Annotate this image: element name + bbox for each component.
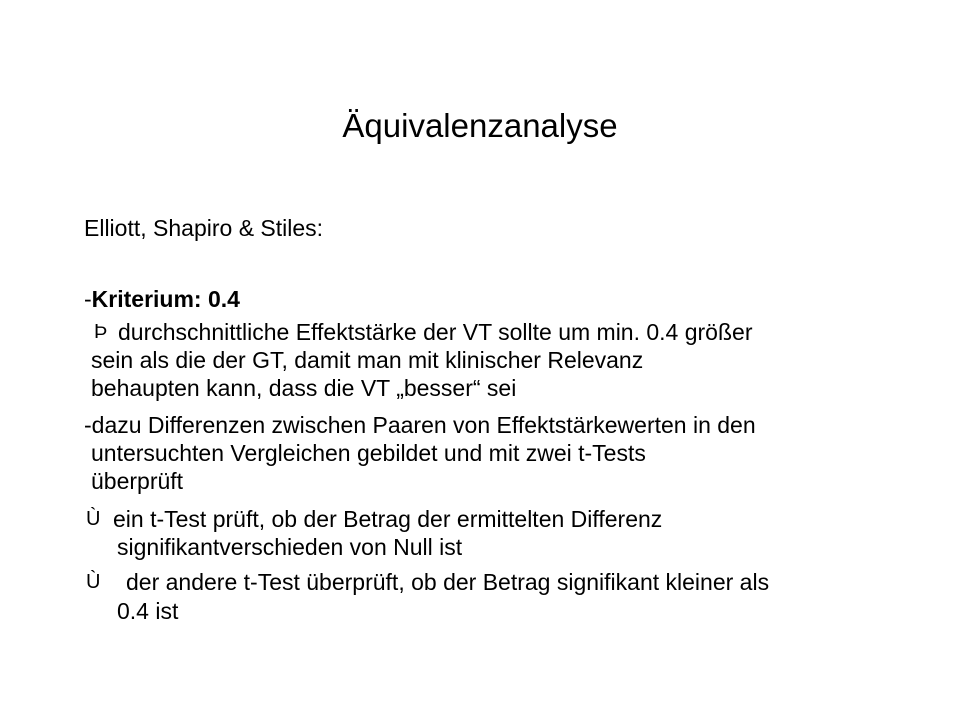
criterion-label: Kriterium: 0.4 bbox=[91, 286, 240, 312]
criterion-prefix: - bbox=[84, 286, 92, 312]
method-line-2: untersuchten Vergleichen gebildet und mit zwei t-Tests bbox=[91, 440, 646, 466]
authors-line: Elliott, Shapiro & Stiles: bbox=[84, 215, 324, 241]
implication-line-3: behaupten kann, dass die VT „besser“ sei bbox=[91, 375, 517, 401]
test-1-bullet-icon: Ù bbox=[86, 508, 101, 530]
implication-line-2: sein als die der GT, damit man mit klinischer Relevanz bbox=[91, 347, 644, 373]
test-2-line-2: 0.4 ist bbox=[117, 598, 179, 624]
method-line-1: -dazu Differenzen zwischen Paaren von Effektstärkewerten in den bbox=[84, 412, 756, 438]
implication-line-1: durchschnittliche Effektstärke der VT sollte um min. 0.4 größer bbox=[118, 319, 753, 345]
test-2-bullet-icon: Ù bbox=[86, 571, 101, 593]
test-2-line-1: der andere t-Test überprüft, ob der Betrag signifikant kleiner als bbox=[126, 569, 770, 595]
test-1-line-1: ein t-Test prüft, ob der Betrag der ermittelten Differenz bbox=[113, 506, 663, 532]
implication-arrow-icon: Þ bbox=[94, 321, 108, 343]
criterion-line bbox=[84, 285, 240, 313]
slide-title: Äquivalenzanalyse bbox=[342, 107, 618, 144]
test-1-line-2: signifikantverschieden von Null ist bbox=[117, 534, 463, 560]
method-line-3: überprüft bbox=[91, 468, 184, 494]
